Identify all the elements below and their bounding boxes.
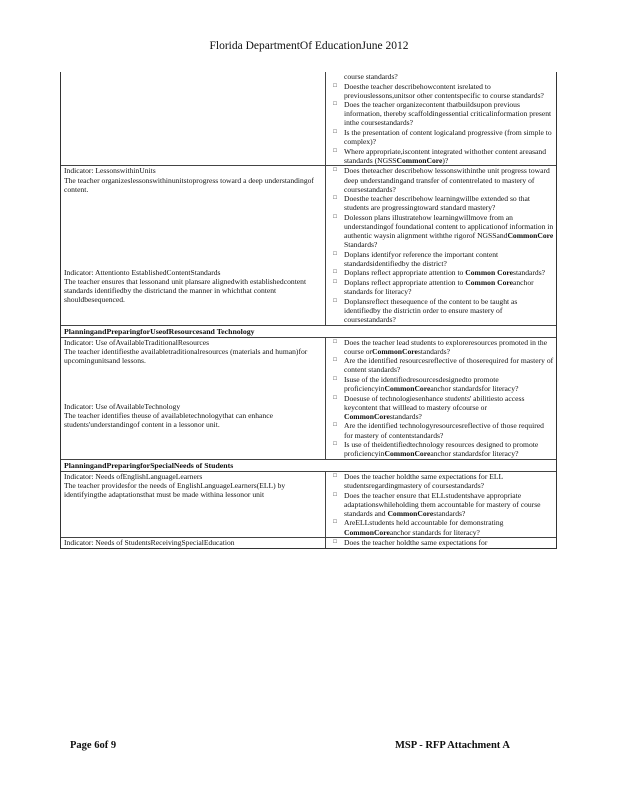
bullet-icon: □	[333, 279, 337, 286]
bullet-icon: □	[333, 82, 337, 89]
bullet-icon: □	[333, 376, 337, 382]
bullet-icon	[326, 72, 344, 81]
questions-cell	[326, 472, 556, 537]
rubric-table	[60, 72, 557, 549]
bullet-icon: □	[333, 491, 337, 498]
indicator-title: Indicator: Attentionto EstablishedContentStandards	[64, 267, 221, 277]
bullet-icon: □	[333, 101, 337, 108]
question-item: □ Doesuse of technologiesenhance students' abilitiesto access keycontent that willlead to mastery ofcourse or CommonCorestandards?	[326, 394, 554, 421]
question-item: □ Where appropriate,iscontent integrated withother content areasand standards (NGSSCommonCore)?	[326, 147, 554, 165]
indicator-title: Indicator: Needs ofEnglishLanguageLearners	[64, 471, 203, 481]
indicator-title: Indicator: Use ofAvailableTraditionalResources	[64, 337, 210, 347]
indicator-title: Indicator: Use ofAvailableTechnology	[64, 401, 181, 411]
questions-cell	[326, 72, 556, 165]
section-title: PlanningandPreparingforSpecialNeeds of Students	[64, 460, 234, 470]
bullet-icon: □	[333, 250, 337, 257]
page-number: Page 6of 9	[70, 740, 117, 751]
indicator-cell	[61, 538, 326, 548]
questions-cell	[326, 538, 556, 548]
bullet-icon: □	[333, 422, 337, 429]
question-item: □ Does the teacher holdthe same expectations for ELL studentsregardingmastery of coursestandards?	[326, 472, 554, 490]
question-item: □ Doplansreflect thesequence of the content to be taught as identifiedby the districtin order to ensure mastery of coursestandards?	[326, 297, 554, 324]
bullet-icon: □	[333, 269, 337, 276]
bullet-icon: □	[333, 213, 337, 220]
indicator-description: The teacher organizeslessonswithinunitstoprogress toward a deep understandingof content.	[64, 175, 314, 194]
bullet-icon: □	[333, 441, 337, 448]
question-item: □ Is use of theidentifiedtechnology resources designed to promote proficiencyinCommonCoreanchor standardsfor literacy?	[326, 440, 554, 458]
question-item: □ Isuse of the identifiedresourcesdesignedto promote proficiencyinCommonCoreanchor standardsfor literacy?	[326, 375, 554, 393]
question-item: □ Does the teacher lead students to exploreresources promoted in the course orCommonCorestandards?	[326, 338, 554, 356]
question-item: course standards?	[326, 72, 554, 81]
question-item: □ Is the presentation of content logicaland progressive (from simple to complex)?	[326, 128, 554, 146]
table-row	[61, 72, 556, 165]
bullet-icon: □	[333, 472, 337, 479]
bullet-icon: □	[333, 129, 337, 136]
indicator-cell	[61, 166, 326, 324]
indicator-title: Indicator: LessonswithinUnits	[64, 166, 156, 176]
section-title: PlanningandPreparingforUseofResourcesand Technology	[64, 326, 255, 336]
bullet-icon: □	[333, 195, 337, 202]
question-item: □ Doesthe teacher describehow learningwillbe extended so that students are progressingtoward standard mastery?	[326, 194, 554, 212]
question-item: □ Are the identified resourcesreflective of thoserequired for mastery of content standards?	[326, 356, 554, 374]
bullet-icon: □	[333, 167, 337, 174]
indicator-description: The teacher identifies theuse of availabletechnologythat can enhance students'understandingof content in a lessonor unit.	[64, 411, 273, 430]
bullet-icon: □	[333, 147, 337, 154]
question-item: □ Doplans identifyor reference the important content standardsidentifiedby the district?	[326, 250, 554, 268]
bullet-icon: □	[333, 338, 337, 345]
bullet-icon: □	[333, 394, 337, 401]
section-row	[61, 325, 556, 337]
indicator-title: Indicator: Needs of StudentsReceivingSpecialEducation	[64, 538, 235, 548]
indicator-description: The teacher ensures that lessonand unit plansare alignedwith establishedcontent standards identifiedby the districtand the manner in whichthat content shouldbesequenced.	[64, 276, 307, 304]
table-row	[61, 537, 556, 548]
bullet-icon: □	[333, 357, 337, 364]
indicator-cell	[61, 338, 326, 459]
question-item: □ Are the identified technologyresourcesreflective of those required for mastery of contentstandards?	[326, 421, 554, 439]
indicator-description: The teacher identifiesthe availabletraditionalresources (materials and human)for upcomingunitsand lessons.	[64, 346, 308, 365]
table-row	[61, 337, 556, 459]
table-row	[61, 471, 556, 537]
question-item: □ Does the teacher holdthe same expectations for	[326, 538, 554, 547]
attachment-label: MSP - RFP Attachment A	[395, 740, 510, 751]
questions-cell	[326, 338, 556, 459]
section-row	[61, 459, 556, 471]
question-item: □ Does the teacher organizecontent thatbuildsupon previous information, thereby scaffoldingessential criticalinformation present inthe coursestandards?	[326, 100, 554, 127]
question-item: □ Doplans reflect appropriate attention to Common Corestandards?	[326, 268, 554, 277]
indicator-cell	[61, 72, 326, 165]
bullet-icon: □	[333, 519, 337, 526]
question-item: □ Dolesson plans illustratehow learningwillmove from an understandingof foundational content to applicationof information in authentic waysin alignment withthe rigorof NGSSandCommonCore Standards?	[326, 213, 554, 249]
bullet-icon: □	[333, 297, 337, 304]
table-row	[61, 165, 556, 324]
indicator-description: The teacher providesfor the needs of EnglishLanguageLearners(ELL) by identifyingthe adaptationsthat must be made withina lessonor unit	[64, 481, 286, 500]
question-item: □ Does theteacher describehow lessonswithinthe unit progress toward deep understandingand transfer of contentrelated to mastery of coursestandards?	[326, 166, 554, 193]
indicator-cell	[61, 472, 326, 537]
question-item: □ Doesthe teacher describehowcontent isrelated to previouslessons,unitsor other contentspecific to course standards?	[326, 82, 554, 100]
question-item: □ Doplans reflect appropriate attention to Common Coreanchor standards for literacy?	[326, 278, 554, 296]
question-item: □ AreELLstudents held accountable for demonstrating CommonCoreanchor standards for literacy?	[326, 518, 554, 536]
question-item: □ Does the teacher ensure that ELLstudentshave appropriate adaptationswhileholding them accountable for mastery of course standards and CommonCorestandards?	[326, 491, 554, 518]
questions-cell	[326, 166, 556, 324]
page-header: Florida DepartmentOf EducationJune 2012	[209, 40, 409, 52]
bullet-icon: □	[333, 539, 337, 546]
